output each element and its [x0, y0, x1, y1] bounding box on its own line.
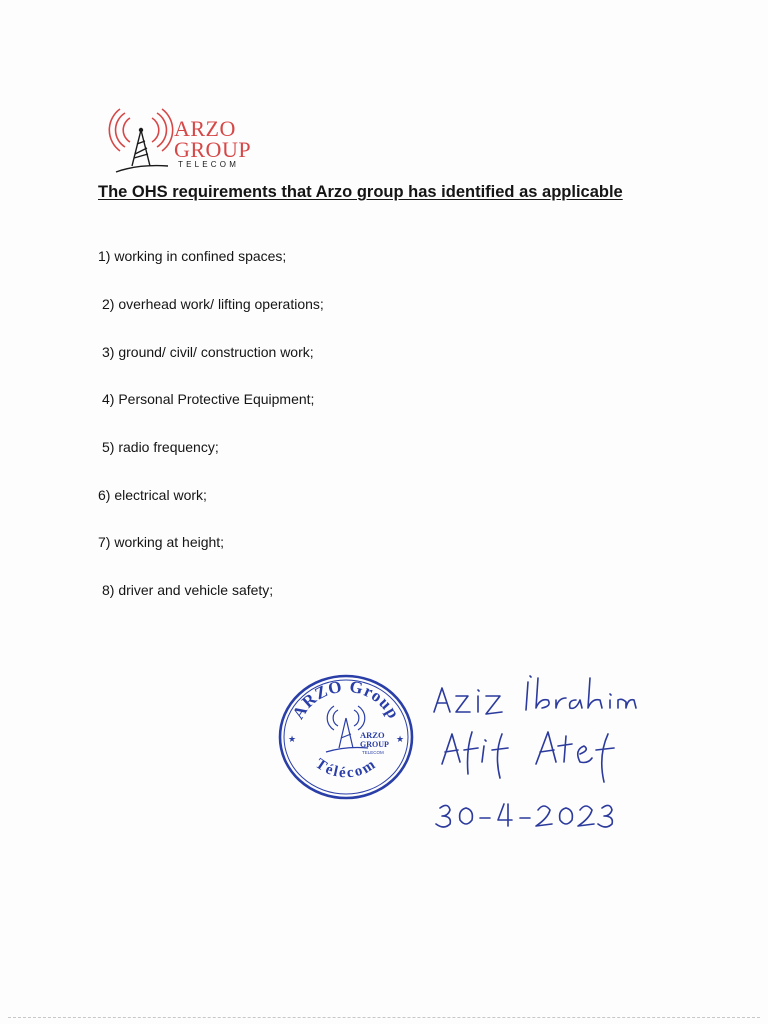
list-item: 4) Personal Protective Equipment; [102, 391, 315, 407]
list-item: 1) working in confined spaces; [98, 248, 287, 264]
handwritten-name [434, 676, 636, 714]
star-icon: ★ [396, 735, 405, 745]
footer-divider [8, 1017, 760, 1018]
list-item: 5) radio frequency; [102, 439, 219, 455]
company-logo [108, 108, 268, 188]
stamp-top-text: ARZO Group [288, 676, 404, 723]
stamp-inner-group: GROUP [360, 740, 389, 749]
radio-tower-icon [108, 108, 178, 180]
list-item: 7) working at height; [98, 534, 225, 550]
star-icon: ★ [288, 735, 297, 745]
stamp-inner-arzo: ARZO [360, 730, 385, 740]
svg-text:Télécom [312, 756, 379, 782]
handwritten-date [436, 804, 612, 827]
stamp-bottom-text: Télécom [312, 755, 380, 782]
logo-text-arzo: ARZO [174, 116, 236, 141]
list-item: 3) ground/ civil/ construction work; [102, 344, 314, 360]
svg-text:ARZO Group [288, 677, 403, 722]
company-stamp [276, 672, 416, 802]
list-item: 6) electrical work; [98, 487, 207, 503]
document-title: The OHS requirements that Arzo group has identified as applicable [98, 183, 623, 201]
handwritten-signature [442, 732, 614, 782]
list-item: 8) driver and vehicle safety; [102, 582, 274, 598]
stamp-inner-telecom: TELECOM [362, 750, 384, 755]
list-item: 2) overhead work/ lifting operations; [102, 296, 324, 312]
logo-text-group: GROUP [174, 137, 252, 162]
logo-text-telecom: TELECOM [178, 160, 240, 169]
handwritten-signature-block [420, 670, 650, 830]
